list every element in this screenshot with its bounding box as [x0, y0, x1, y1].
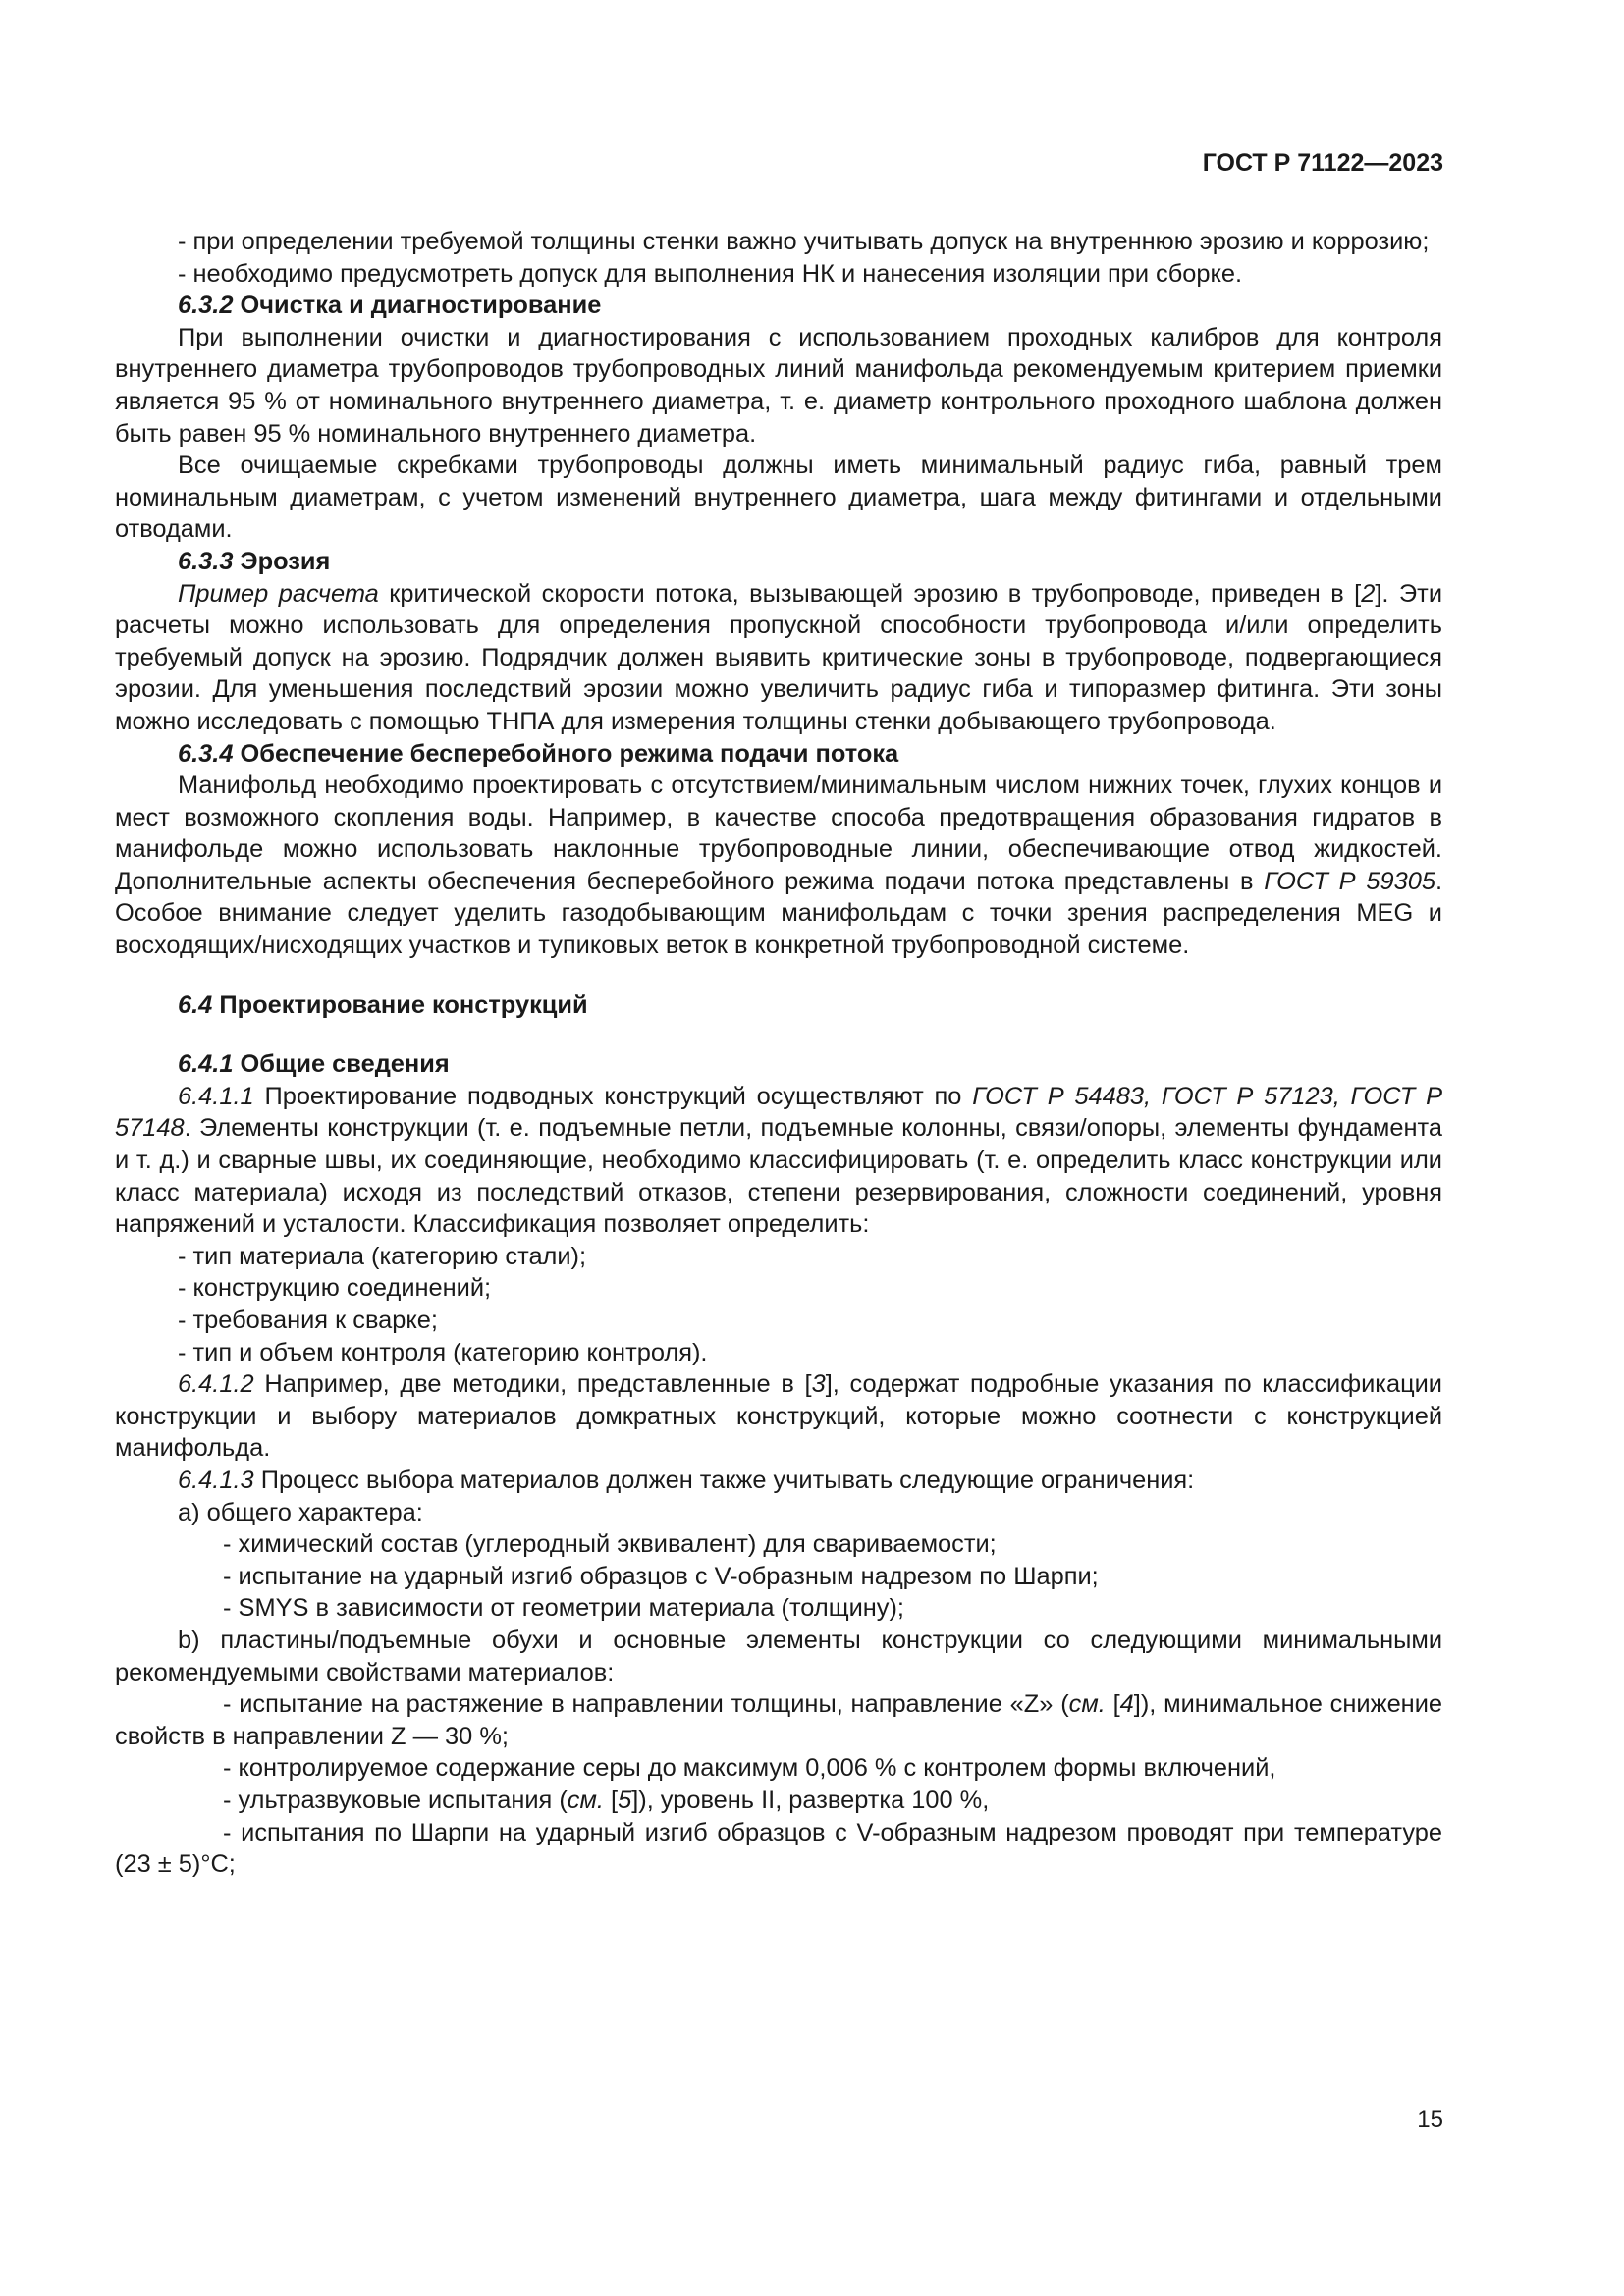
text-run: Например, две методики, представленные в [: [253, 1370, 812, 1399]
text-run: Манифольд необходимо проектировать с отсутствием/минимальным числом нижних точек, глухих концов и мест возможного скопления воды. Например, в качестве способа предотвращения образования гидратов в манифольде можно использовать наклонные трубопроводные линии, обеспечивающие отвод жидкостей. Дополнительные аспекты обеспечения бесперебойного режима подачи потока представлены в: [115, 772, 1442, 895]
text-run: . Особое внимание следует уделить газодобывающим манифольдам с точки зрения распределения MEG и восходящих/нисходящих участков и тупиковых веток в конкретной трубопроводной системе.: [115, 867, 1442, 960]
paragraph: [115, 1752, 1442, 1785]
paragraph: [115, 1528, 1442, 1561]
spacer: [115, 1021, 1442, 1048]
text-run: ], содержат подробные указания по классификации конструкции и выбору материалов домкратных конструкций, которые можно соотнести с конструкцией манифольда.: [115, 1370, 1442, 1463]
document-body: [115, 226, 1442, 1881]
text-run: а) общего характера:: [178, 1498, 423, 1526]
text-run: Процесс выбора материалов должен также учитывать следующие ограничения:: [253, 1466, 1195, 1494]
text-run-styled: 4: [1119, 1690, 1134, 1719]
text-run-styled: 6.4.1: [178, 1050, 234, 1079]
paragraph: [115, 546, 1442, 578]
text-run: . Элементы конструкции (т. е. подъемные петли, подъемные колонны, связи/опоры, элементы фундамента и т. д.) и сварные швы, их соединяющие, необходимо классифицировать (т. е. определить класс конструкции или класс материала) исходя из последствий отказов, степени резервирования, сложности соединений, уровня напряжений и усталости. Классификация позволяет определить:: [115, 1114, 1442, 1239]
text-run-styled: см.: [567, 1786, 604, 1814]
text-run-styled: Эрозия: [233, 547, 331, 575]
paragraph: [115, 738, 1442, 771]
text-run-styled: Проектирование конструкций: [212, 990, 588, 1019]
paragraph: [115, 1625, 1442, 1688]
paragraph: [115, 1785, 1442, 1817]
paragraph: [115, 1272, 1442, 1305]
text-run-styled: 6.4.1.2: [178, 1370, 254, 1399]
text-run-styled: ГОСТ Р 54483, ГОСТ Р 57123, ГОСТ Р 57148: [115, 1082, 1443, 1143]
text-run-styled: ГОСТ Р 59305: [1264, 867, 1435, 895]
text-run: - конструкцию соединений;: [178, 1274, 492, 1303]
text-run: - испытание на растяжение в направлении толщины, направление «Z» (: [223, 1690, 1069, 1719]
paragraph: [115, 1337, 1442, 1369]
text-run: - испытания по Шарпи на ударный изгиб образцов с V-образным надрезом проводят при температуре (23 ± 5)°С;: [115, 1818, 1442, 1879]
text-run: [: [603, 1786, 619, 1814]
text-run-styled: 3: [811, 1370, 826, 1399]
paragraph: [115, 226, 1442, 258]
paragraph: [115, 1465, 1442, 1497]
paragraph: [115, 1081, 1442, 1241]
text-run: - контролируемое содержание серы до максимум 0,006 % с контролем формы включений,: [223, 1754, 1276, 1783]
text-run: ]), уровень II, развертка 100 %,: [631, 1786, 990, 1814]
text-run-styled: 6.4.1.3: [178, 1466, 254, 1494]
page-number: 15: [1417, 2107, 1443, 2133]
text-run: - SMYS в зависимости от геометрии материала (толщину);: [223, 1594, 904, 1623]
text-run: Все очищаемые скребками трубопроводы должны иметь минимальный радиус гиба, равный трем номинальным диаметрам, с учетом изменений внутреннего диаметра, шага между фитингами и отдельными отводами.: [115, 452, 1442, 544]
paragraph: [115, 322, 1442, 450]
paragraph: [115, 1241, 1442, 1273]
spacer: [115, 962, 1442, 989]
paragraph: [115, 1561, 1442, 1593]
text-run: b) пластины/подъемные обухи и основные элементы конструкции со следующими минимальными рекомендуемыми свойствами материалов:: [115, 1626, 1442, 1686]
text-run: При выполнении очистки и диагностирования с использованием проходных калибров для контроля внутреннего диаметра трубопроводов трубопроводных линий манифольда рекомендуемым критерием приемки является 95 % от номинального внутреннего диаметра, т. е. диаметр контрольного проходного шаблона должен быть равен 95 % номинального внутреннего диаметра.: [115, 323, 1442, 448]
text-run: Проектирование подводных конструкций осуществляют по: [253, 1082, 973, 1110]
paragraph: [115, 290, 1442, 322]
text-run-styled: 6.3.4: [178, 739, 234, 768]
paragraph: [115, 989, 1442, 1022]
text-run: - необходимо предусмотреть допуск для выполнения НК и нанесения изоляции при сборке.: [178, 259, 1243, 288]
paragraph: [115, 1592, 1442, 1625]
text-run: - испытание на ударный изгиб образцов с V-образным надрезом по Шарпи;: [223, 1562, 1099, 1590]
text-run-styled: Очистка и диагностирование: [233, 292, 602, 320]
text-run: [: [1105, 1690, 1120, 1719]
paragraph: [115, 1305, 1442, 1337]
text-run-styled: Обеспечение бесперебойного режима подачи потока: [233, 739, 899, 768]
text-run: - тип материала (категорию стали);: [178, 1242, 587, 1270]
paragraph: [115, 1688, 1442, 1752]
paragraph: [115, 1368, 1442, 1465]
text-run: - ультразвуковые испытания (: [223, 1786, 568, 1814]
text-run-styled: 2: [1361, 579, 1376, 608]
text-run: ]. Эти расчеты можно использовать для определения пропускной способности трубопровода и/или определить требуемый допуск на эрозию. Подрядчик должен выявить критические зоны в трубопроводе, подвергающиеся эрозии. Для уменьшения последствий эрозии можно увеличить радиус гиба и типоразмер фитинга. Эти зоны можно исследовать с помощью ТНПА для измерения толщины стенки добывающего трубопровода.: [115, 579, 1442, 735]
paragraph: [115, 1497, 1442, 1529]
text-run: - при определении требуемой толщины стенки важно учитывать допуск на внутреннюю эрозию и коррозию;: [178, 228, 1430, 255]
text-run-styled: 6.4: [178, 990, 213, 1019]
text-run: ]), минимальное снижение свойств в направлении Z — 30 %;: [115, 1690, 1443, 1750]
text-run: критической скорости потока, вызывающей эрозию в трубопроводе, приведен в [: [378, 579, 1362, 608]
paragraph: [115, 258, 1442, 291]
text-run: - химический состав (углеродный эквивалент) для свариваемости;: [223, 1530, 997, 1559]
document-header: ГОСТ Р 71122—2023: [1202, 149, 1443, 177]
text-run-styled: 5: [618, 1786, 632, 1814]
paragraph: [115, 1817, 1442, 1881]
paragraph: [115, 578, 1442, 738]
text-run: - тип и объем контроля (категорию контроля).: [178, 1338, 708, 1366]
text-run-styled: 6.4.1.1: [178, 1082, 254, 1110]
text-run-styled: см.: [1068, 1690, 1106, 1719]
text-run: - требования к сварке;: [178, 1307, 438, 1334]
text-run-styled: Общие сведения: [233, 1050, 450, 1079]
paragraph: [115, 770, 1442, 962]
text-run-styled: 6.3.2: [178, 292, 234, 320]
text-run-styled: Пример расчета: [178, 579, 379, 608]
paragraph: [115, 450, 1442, 546]
text-run-styled: 6.3.3: [178, 547, 234, 575]
paragraph: [115, 1048, 1442, 1081]
